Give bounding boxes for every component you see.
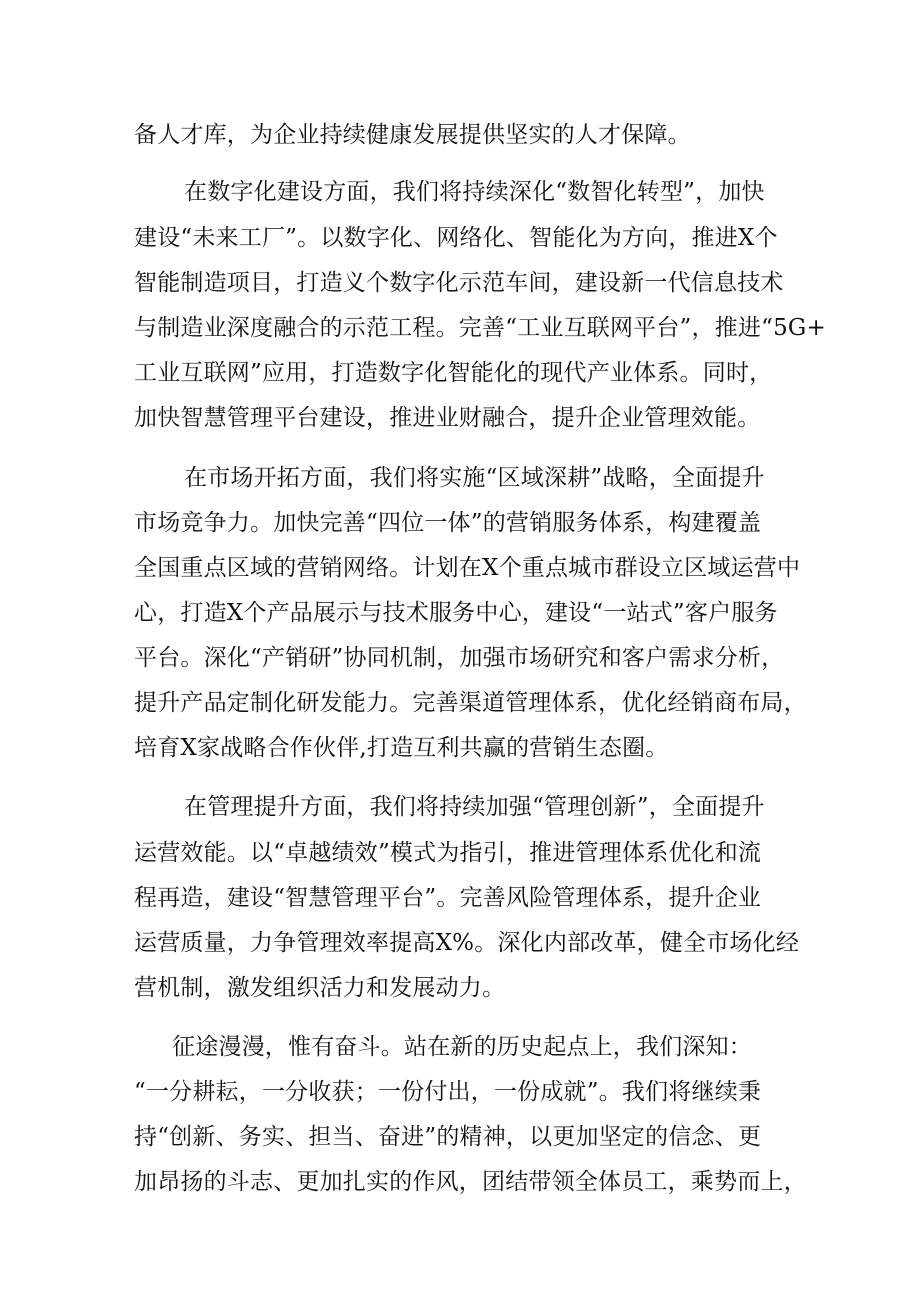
- text-line-17: 程再造，建设“智慧管理平台”。完善风险管理体系，提升企业: [134, 885, 762, 911]
- text-line-12: 平台。深化“产销研”协同机制，加强市场研究和客户需求分析，: [134, 645, 785, 671]
- text-line-22: 持“创新、务实、担当、奋进”的精神，以更加坚定的信念、更: [134, 1124, 762, 1150]
- text-line-3: 建设“未来工厂”。以数字化、网络化、智能化为方向，推进X个: [134, 225, 778, 251]
- text-line-16: 运营效能。以“卓越绩效”模式为指引，推进管理体系优化和流: [134, 840, 762, 866]
- text-line-1: 备人才库，为企业持续健康发展提供坚实的人才保障。: [134, 122, 691, 148]
- text-line-19: 营机制，激发组织活力和发展动力。: [134, 975, 506, 1001]
- text-line-13: 提升产品定制化研发能力。完善渠道管理体系，优化经销商布局，: [134, 690, 807, 716]
- text-line-23: 加昂扬的斗志、更加扎实的作风，团结带领全体员工，乘势而上，: [134, 1169, 807, 1195]
- text-line-5: 与制造业深度融合的示范工程。完善“工业互联网平台”，推进“5G+: [134, 315, 826, 341]
- text-line-18: 运营质量，力争管理效率提高X%。深化内部改革，健全市场化经: [134, 930, 800, 956]
- text-line-21: “一分耕耘，一分收获；一份付出，一份成就”。我们将继续秉: [134, 1079, 762, 1105]
- text-line-2: 在数字化建设方面，我们将持续深化“数智化转型”，加快: [184, 179, 765, 205]
- text-line-20: 征途漫漫，惟有奋斗。站在新的历史起点上，我们深知：: [172, 1034, 752, 1060]
- text-line-8: 在市场开拓方面，我们将实施“区域深耕”战略，全面提升: [184, 465, 765, 491]
- text-line-14: 培育X家战略合作伙伴,打造互利共赢的营销生态圈。: [134, 735, 669, 761]
- text-line-10: 全国重点区域的营销网络。计划在X个重点城市群设立区域运营中: [134, 555, 801, 581]
- text-line-11: 心，打造X个产品展示与技术服务中心，建设“一站式”客户服务: [134, 600, 778, 626]
- text-line-4: 智能制造项目，打造义个数字化示范车间，建设新一代信息技术: [134, 270, 784, 296]
- text-line-9: 市场竞争力。加快完善“四位一体”的营销服务体系，构建覆盖: [134, 510, 762, 536]
- text-line-7: 加快智慧管理平台建设，推进业财融合，提升企业管理效能。: [134, 405, 761, 431]
- text-line-6: 工业互联网”应用，打造数字化智能化的现代产业体系。同时，: [134, 360, 773, 386]
- text-line-15: 在管理提升方面，我们将持续加强“管理创新”，全面提升: [184, 794, 765, 820]
